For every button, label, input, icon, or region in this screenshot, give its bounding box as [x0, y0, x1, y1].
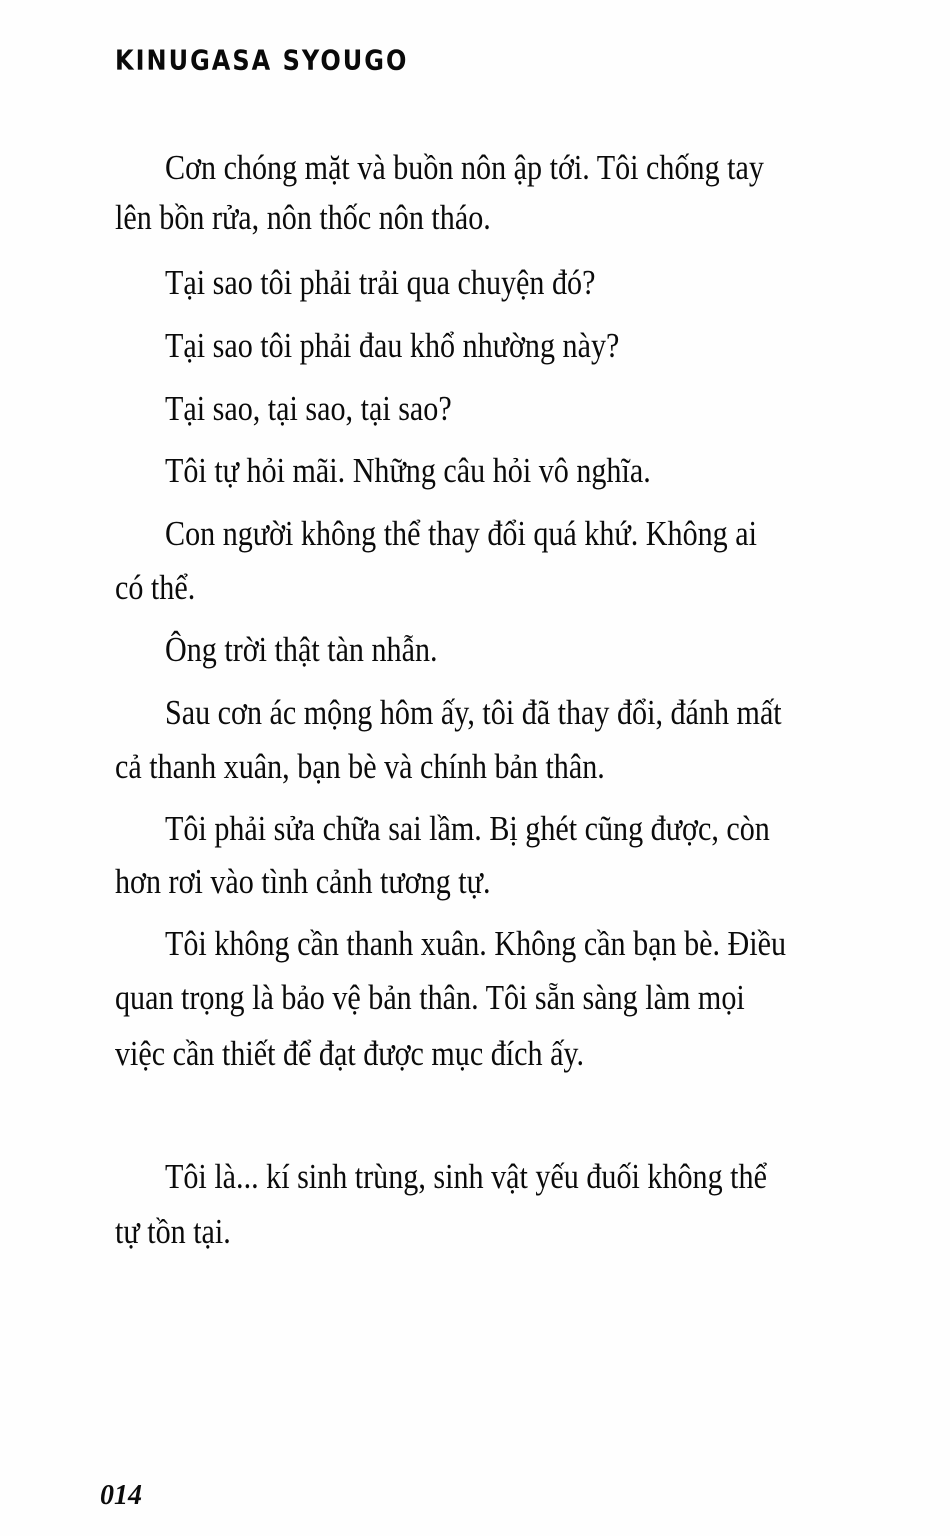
- text-line: Con người không thể thay đổi quá khứ. Không ai: [165, 514, 757, 553]
- text-line: Sau cơn ác mộng hôm ấy, tôi đã thay đổi, đánh mất: [165, 693, 782, 732]
- text-line: Tại sao tôi phải đau khổ nhường này?: [165, 326, 620, 365]
- text-line: Ông trời thật tàn nhẫn.: [165, 630, 438, 669]
- text-line: việc cần thiết để đạt được mục đích ấy.: [115, 1034, 585, 1073]
- text-line: hơn rơi vào tình cảnh tương tự.: [115, 862, 491, 901]
- text-line: Tại sao tôi phải trải qua chuyện đó?: [165, 263, 596, 302]
- text-line: Tại sao, tại sao, tại sao?: [165, 389, 452, 428]
- running-header-author: KINUGASA SYOUGO: [115, 44, 409, 77]
- text-line: lên bồn rửa, nôn thốc nôn tháo.: [115, 198, 491, 237]
- text-line: cả thanh xuân, bạn bè và chính bản thân.: [115, 747, 605, 786]
- text-line: Cơn chóng mặt và buồn nôn ập tới. Tôi chống tay: [165, 148, 764, 187]
- text-line: Tôi là... kí sinh trùng, sinh vật yếu đuối không thể: [165, 1157, 767, 1196]
- text-line: có thể.: [115, 568, 196, 607]
- text-line: tự tồn tại.: [115, 1212, 231, 1251]
- page-number: 014: [100, 1480, 142, 1511]
- text-line: Tôi tự hỏi mãi. Những câu hỏi vô nghĩa.: [165, 451, 651, 490]
- text-line: quan trọng là bảo vệ bản thân. Tôi sẵn sàng làm mọi: [115, 978, 745, 1017]
- text-line: Tôi phải sửa chữa sai lầm. Bị ghét cũng được, còn: [165, 809, 770, 848]
- text-line: Tôi không cần thanh xuân. Không cần bạn bè. Điều: [165, 924, 787, 963]
